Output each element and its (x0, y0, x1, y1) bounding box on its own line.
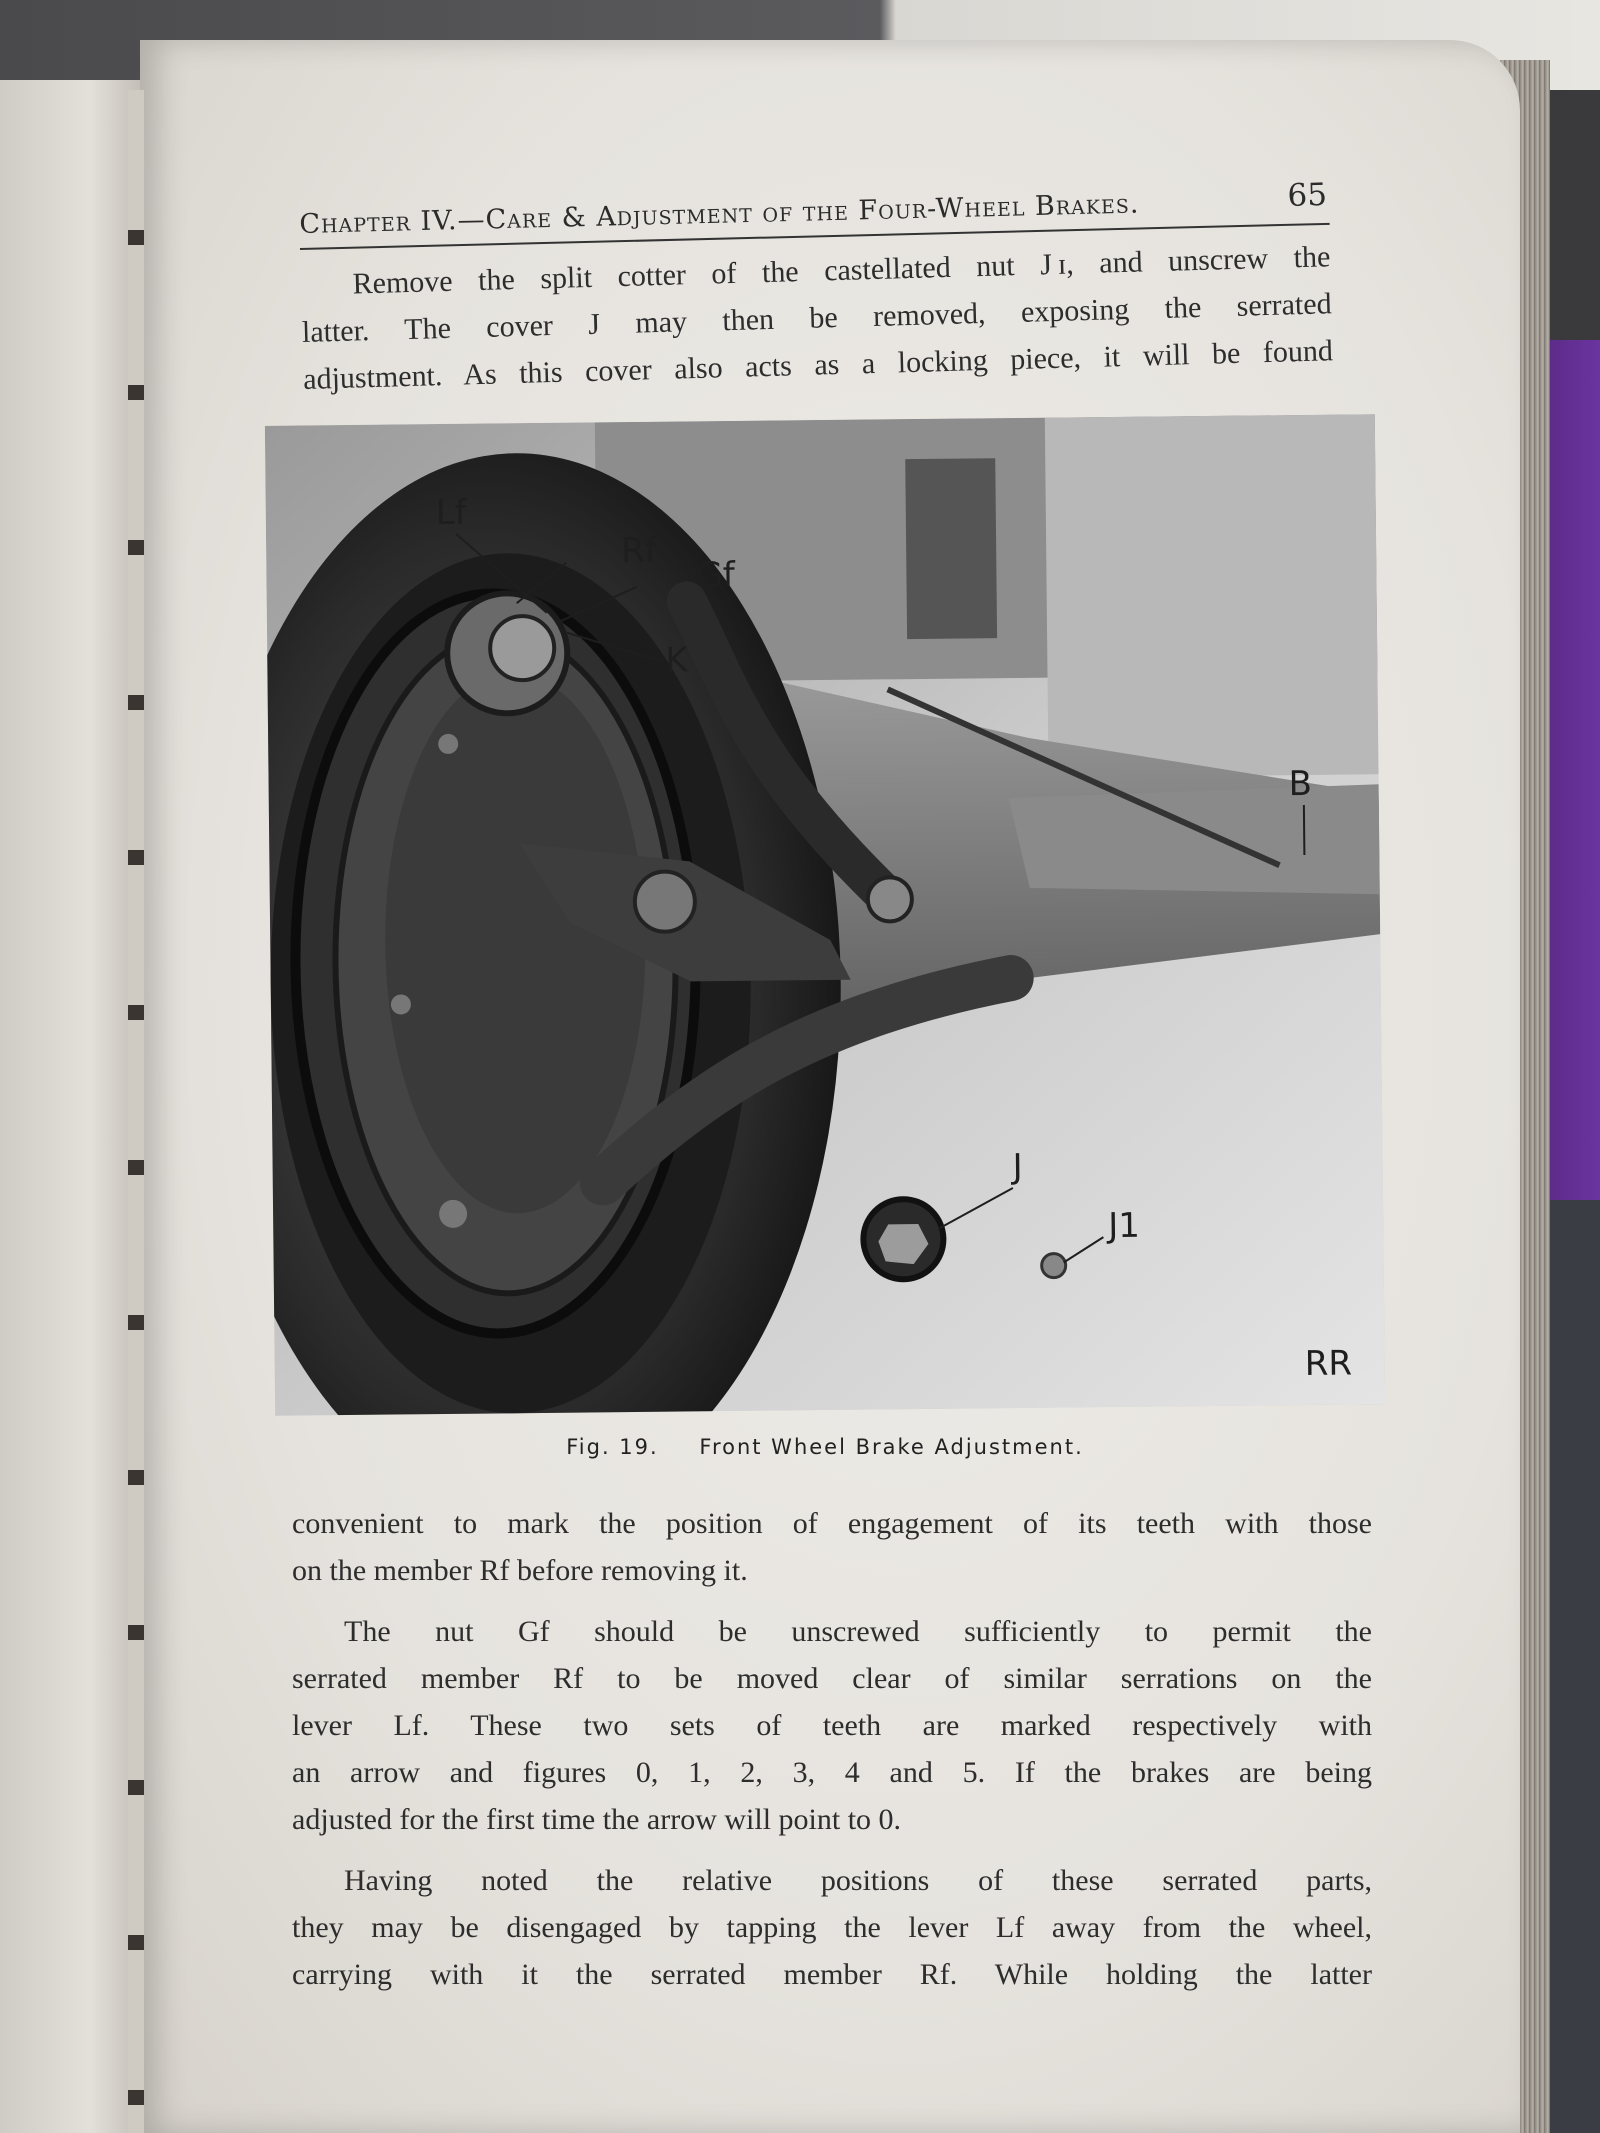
figure-label-j: J (1012, 1146, 1023, 1188)
text-line: Remove the split cotter of the castellated nut J ɪ, and unscrew the (352, 240, 1331, 301)
text-line: an arrow and figures 0, 1, 2, 3, 4 and 5. If the brakes are being (292, 1756, 1372, 1789)
text-line: Having noted the relative positions of these serrated parts, (344, 1864, 1372, 1897)
text-line: The nut Gf should be unscrewed sufficiently to permit the (344, 1615, 1372, 1648)
body-text (292, 1500, 1372, 1998)
opening-paragraph (300, 233, 1334, 403)
text-line: carrying with it the serrated member Rf. While holding the latter (292, 1958, 1372, 1991)
figure-label-j1: J1 (1108, 1205, 1141, 1247)
text-line: on the member Rf before removing it. (292, 1554, 748, 1587)
figure-number: Fig. 19. (566, 1435, 659, 1459)
brake-photo-figure (265, 414, 1385, 1416)
text-line: serrated member Rf to be moved clear of similar serrations on the (292, 1662, 1372, 1695)
figure-title: Front Wheel Brake Adjustment. (699, 1435, 1084, 1459)
figure-label-gf: Gf (696, 554, 735, 596)
book-binding (128, 90, 144, 2133)
text-line: lever Lf. These two sets of teeth are marked respectively with (292, 1709, 1372, 1742)
figure-label-k: K (665, 640, 688, 681)
text-line: adjustment. As this cover also acts as a locking piece, it will be found (302, 334, 1334, 396)
figure-label-rf: Rf (620, 530, 657, 572)
figure-label-lf: Lf (435, 492, 467, 534)
brake-assembly-illustration (265, 414, 1385, 1416)
chapter-title: Chapter IV.—Care & Adjustment of the Four-Wheel Brakes. (298, 188, 1140, 241)
text-line: latter. The cover J may then be removed, exposing the serrated (301, 287, 1333, 349)
text-line: they may be disengaged by tapping the lever Lf away from the wheel, (292, 1911, 1372, 1944)
figure-caption (270, 1435, 1380, 1459)
page-number: 65 (1287, 176, 1328, 214)
text-line: adjusted for the first time the arrow will point to 0. (292, 1803, 902, 1836)
text-line: convenient to mark the position of engagement of its teeth with those (292, 1507, 1372, 1540)
rr-monogram: RR (1304, 1343, 1353, 1384)
figure-label-b: B (1288, 763, 1313, 805)
